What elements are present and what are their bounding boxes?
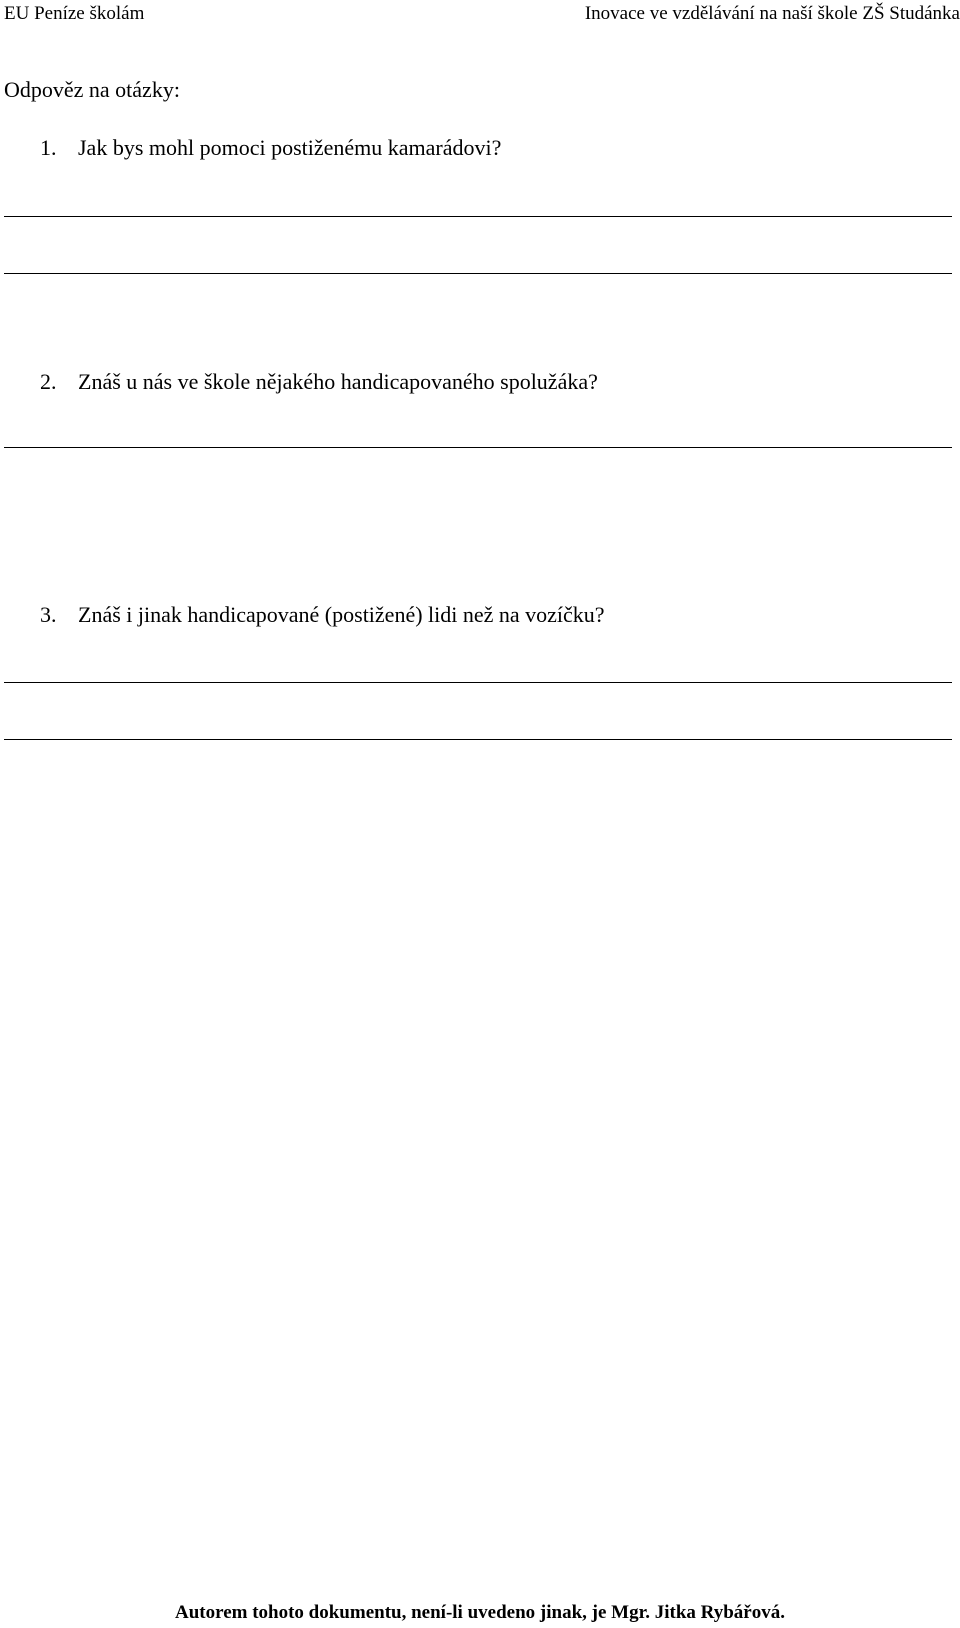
question-2	[40, 368, 598, 396]
question-number: 1.	[40, 135, 57, 160]
question-1	[40, 134, 501, 162]
question-text: Znáš i jinak handicapované (postižené) lidi než na vozíčku?	[78, 602, 605, 627]
question-number: 3.	[40, 602, 57, 627]
author-footer: Autorem tohoto dokumentu, není-li uvedeno jinak, je Mgr. Jitka Rybářová.	[174, 1602, 785, 1623]
answer-line[interactable]	[4, 273, 952, 274]
instructions-heading: Odpověz na otázky:	[4, 77, 180, 102]
answer-line[interactable]	[4, 447, 952, 448]
question-3	[40, 601, 605, 629]
header-right-title: Inovace ve vzdělávání na naší škole ZŠ Studánka	[584, 3, 960, 24]
answer-line[interactable]	[4, 216, 952, 217]
answer-line[interactable]	[4, 682, 952, 683]
question-number: 2.	[40, 369, 57, 394]
answer-line[interactable]	[4, 739, 952, 740]
question-text: Jak bys mohl pomoci postiženému kamarádovi?	[78, 135, 502, 160]
header-left-title: EU Peníze školám	[4, 3, 145, 24]
question-text: Znáš u nás ve škole nějakého handicapovaného spolužáka?	[78, 369, 598, 394]
